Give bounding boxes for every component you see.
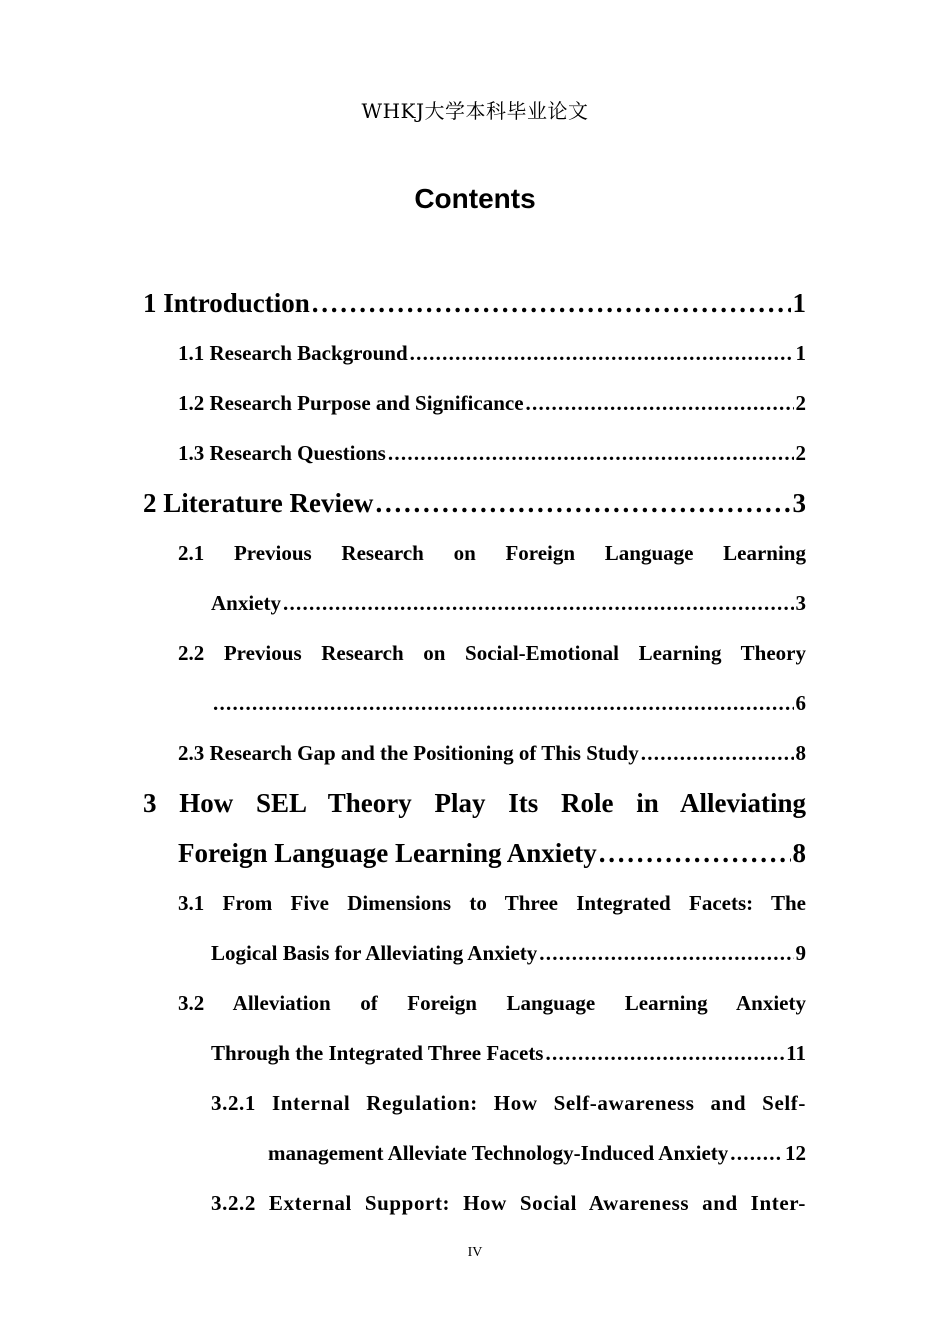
toc-entry-text: 2.3 Research Gap and the Positioning of This Study [178,741,639,765]
toc-entry-text: 2 Literature Review [143,488,374,518]
dot-leader [410,328,794,378]
dot-leader [599,828,791,878]
toc-page-number: 3 [792,488,806,518]
toc-entry-2-3[interactable] [143,728,806,778]
toc-entry-text: management Alleviate Technology-Induced Anxiety [268,1141,729,1165]
toc-entry-text: Anxiety [211,591,281,615]
toc-entry-1-3[interactable] [143,428,806,478]
table-of-contents [143,278,806,1228]
toc-entry-text: 1.1 Research Background [178,341,408,365]
toc-entry-text: Foreign Language Learning Anxiety [178,838,597,868]
toc-page-number: 6 [795,691,806,715]
toc-entry-text: 1.2 Research Purpose and Significance [178,391,524,415]
toc-entry-2-1-line1[interactable] [143,528,806,578]
toc-entry-3-1-line2[interactable] [143,928,806,978]
toc-entry-text: Through the Integrated Three Facets [211,1041,544,1065]
toc-entry-text: 2.1 Previous Research on Foreign Language Learning [178,541,806,565]
toc-page-number: 12 [785,1141,806,1165]
toc-page-number: 8 [795,741,806,765]
dot-leader [730,1128,783,1178]
toc-page-number: 2 [795,391,806,415]
toc-entry-text: 3.2 Alleviation of Foreign Language Learning Anxiety [178,991,806,1015]
toc-entry-text: 3.2.1 Internal Regulation: How Self-awareness and Self- [211,1091,806,1115]
toc-entry-1-2[interactable] [143,378,806,428]
toc-entry-text: 3.1 From Five Dimensions to Three Integrated Facets: The [178,891,806,915]
dot-leader [539,928,793,978]
dot-leader [283,578,794,628]
page-title: Contents [414,183,536,214]
dot-leader [312,278,791,328]
toc-entry-text: 3 How SEL Theory Play Its Role in Alleviating [143,788,806,818]
toc-entry-text: 1 Introduction [143,288,310,318]
toc-page-number: 11 [786,1041,806,1065]
dot-leader [545,1028,784,1078]
toc-entry-3-2-1-line2[interactable] [143,1128,806,1178]
toc-entry-text: 2.2 Previous Research on Social-Emotional Learning Theory [178,641,806,665]
dot-leader [641,728,794,778]
toc-page-number: 3 [795,591,806,615]
toc-page-number: 1 [792,288,806,318]
toc-entry-text: Logical Basis for Alleviating Anxiety [211,941,538,965]
toc-entry-3-1-line1[interactable] [143,878,806,928]
toc-entry-3-2-1-line1[interactable] [143,1078,806,1128]
toc-page-number: 8 [792,838,806,868]
toc-entry-3-2-2-line1[interactable] [143,1178,806,1228]
toc-entry-1-1[interactable] [143,328,806,378]
running-header: WHKJ大学本科毕业论文 [361,99,589,123]
dot-leader [526,378,794,428]
toc-entry-2-1-line2[interactable] [143,578,806,628]
toc-entry-text: 1.3 Research Questions [178,441,386,465]
toc-entry-3-line1[interactable] [143,778,806,828]
dot-leader [375,478,790,528]
page-number: IV [467,1245,483,1260]
toc-page-number: 9 [795,941,806,965]
toc-entry-3-2-line2[interactable] [143,1028,806,1078]
toc-entry-2-2-line1[interactable] [143,628,806,678]
toc-entry-text: 3.2.2 External Support: How Social Awareness and Inter- [211,1191,806,1215]
toc-entry-1[interactable] [143,278,806,328]
toc-entry-2[interactable] [143,478,806,528]
toc-entry-3-line2[interactable] [143,828,806,878]
toc-page-number: 2 [795,441,806,465]
toc-entry-3-2-line1[interactable] [143,978,806,1028]
toc-entry-2-2-line2[interactable] [143,678,806,728]
dot-leader [388,428,794,478]
toc-page-number: 1 [795,341,806,365]
dot-leader [213,678,794,728]
